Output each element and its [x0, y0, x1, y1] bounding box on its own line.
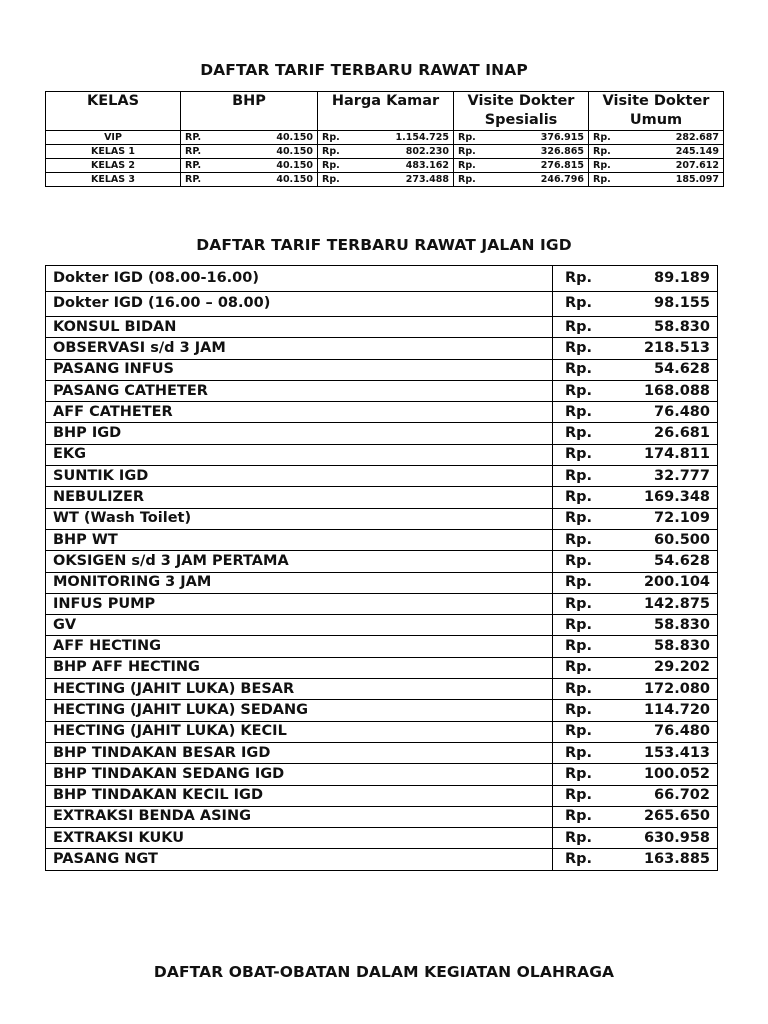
service-price-cell — [553, 551, 718, 572]
service-price-cell — [553, 359, 718, 380]
visite-spesialis-cell — [454, 159, 589, 173]
header-bhp: BHP — [181, 92, 318, 131]
kelas-cell: KELAS 3 — [46, 173, 181, 187]
service-price-cell — [553, 508, 718, 529]
service-name: Dokter IGD (08.00-16.00) — [46, 266, 553, 292]
service-name: INFUS PUMP — [46, 593, 553, 614]
currency-label: Rp. — [593, 132, 611, 143]
igd-row — [46, 636, 718, 657]
price-value: 58.830 — [654, 616, 710, 633]
currency-label: Rp. — [565, 616, 593, 633]
service-name: OKSIGEN s/d 3 JAM PERTAMA — [46, 551, 553, 572]
price-value: 169.348 — [643, 489, 710, 506]
service-name: MONITORING 3 JAM — [46, 572, 553, 593]
igd-row — [46, 466, 718, 487]
currency-label: Rp. — [322, 132, 340, 143]
service-price-cell — [553, 338, 718, 359]
price-value: 630.958 — [643, 829, 710, 846]
service-price-cell — [553, 572, 718, 593]
currency-label: Rp. — [458, 146, 476, 157]
amount-value: 273.488 — [405, 174, 449, 185]
igd-row — [46, 266, 718, 292]
visite-umum-cell — [589, 145, 724, 159]
service-name: BHP TINDAKAN KECIL IGD — [46, 785, 553, 806]
currency-label: Rp. — [565, 595, 593, 612]
service-price-cell — [553, 828, 718, 849]
igd-row — [46, 380, 718, 401]
igd-row — [46, 317, 718, 338]
service-price-cell — [553, 785, 718, 806]
service-price-cell — [553, 657, 718, 678]
bhp-cell — [181, 173, 318, 187]
igd-row — [46, 529, 718, 550]
price-value: 153.413 — [643, 744, 710, 761]
service-price-cell — [553, 317, 718, 338]
price-value: 100.052 — [643, 765, 710, 782]
currency-label: Rp. — [565, 382, 593, 399]
service-name: OBSERVASI s/d 3 JAM — [46, 338, 553, 359]
service-price-cell — [553, 529, 718, 550]
bhp-cell — [181, 131, 318, 145]
price-value: 72.109 — [654, 510, 710, 527]
visite-spesialis-cell — [454, 145, 589, 159]
currency-label: Rp. — [565, 659, 593, 676]
price-value: 142.875 — [643, 595, 710, 612]
currency-label: Rp. — [565, 829, 593, 846]
igd-row — [46, 700, 718, 721]
currency-label: Rp. — [458, 174, 476, 185]
rawat-inap-table — [45, 91, 724, 187]
currency-label: Rp. — [565, 765, 593, 782]
visite-umum-cell — [589, 159, 724, 173]
currency-label: RP. — [185, 146, 202, 157]
bhp-cell — [181, 145, 318, 159]
currency-label: Rp. — [565, 467, 593, 484]
amount-value: 483.162 — [405, 160, 449, 171]
service-price-cell — [553, 444, 718, 465]
igd-row — [46, 657, 718, 678]
visite-umum-cell — [589, 131, 724, 145]
header-visite-spesialis: Visite Dokter Spesialis — [454, 92, 589, 131]
service-name: BHP IGD — [46, 423, 553, 444]
service-name: PASANG CATHETER — [46, 380, 553, 401]
currency-label: Rp. — [565, 723, 593, 740]
amount-value: 40.150 — [276, 174, 313, 185]
service-name: PASANG INFUS — [46, 359, 553, 380]
amount-value: 1.154.725 — [395, 132, 449, 143]
rawat-inap-header-row — [46, 92, 724, 131]
service-price-cell — [553, 380, 718, 401]
igd-row — [46, 785, 718, 806]
price-value: 172.080 — [643, 680, 710, 697]
price-value: 98.155 — [654, 295, 710, 312]
header-harga-kamar: Harga Kamar — [318, 92, 454, 131]
kelas-cell: KELAS 1 — [46, 145, 181, 159]
igd-row — [46, 679, 718, 700]
service-name: Dokter IGD (16.00 – 08.00) — [46, 291, 553, 317]
service-name: BHP AFF HECTING — [46, 657, 553, 678]
service-price-cell — [553, 806, 718, 827]
currency-label: Rp. — [565, 808, 593, 825]
amount-value: 185.097 — [675, 174, 719, 185]
service-price-cell — [553, 700, 718, 721]
igd-row — [46, 423, 718, 444]
amount-value: 276.815 — [540, 160, 584, 171]
currency-label: Rp. — [565, 361, 593, 378]
currency-label: Rp. — [322, 160, 340, 171]
obat-olahraga-title: DAFTAR OBAT-OBATAN DALAM KEGIATAN OLAHRAGA — [153, 963, 615, 981]
price-value: 76.480 — [654, 403, 710, 420]
service-price-cell — [553, 593, 718, 614]
service-name: GV — [46, 615, 553, 636]
service-name: BHP TINDAKAN BESAR IGD — [46, 742, 553, 763]
service-name: EKG — [46, 444, 553, 465]
service-name: BHP WT — [46, 529, 553, 550]
service-price-cell — [553, 466, 718, 487]
amount-value: 207.612 — [675, 160, 719, 171]
currency-label: Rp. — [593, 160, 611, 171]
amount-value: 245.149 — [675, 146, 719, 157]
currency-label: Rp. — [565, 574, 593, 591]
igd-row — [46, 291, 718, 317]
price-value: 200.104 — [643, 574, 710, 591]
price-value: 26.681 — [654, 425, 710, 442]
harga-kamar-cell — [318, 131, 454, 145]
currency-label: Rp. — [593, 174, 611, 185]
igd-row — [46, 806, 718, 827]
currency-label: Rp. — [322, 174, 340, 185]
price-value: 265.650 — [643, 808, 710, 825]
service-price-cell — [553, 291, 718, 317]
kelas-cell: VIP — [46, 131, 181, 145]
currency-label: Rp. — [565, 269, 593, 286]
rawat-inap-row — [46, 145, 724, 159]
currency-label: Rp. — [565, 680, 593, 697]
price-value: 29.202 — [654, 659, 710, 676]
currency-label: RP. — [185, 174, 202, 185]
service-price-cell — [553, 721, 718, 742]
service-name: HECTING (JAHIT LUKA) SEDANG — [46, 700, 553, 721]
price-value: 60.500 — [654, 531, 710, 548]
amount-value: 40.150 — [276, 132, 313, 143]
visite-umum-cell — [589, 173, 724, 187]
amount-value: 282.687 — [675, 132, 719, 143]
price-value: 89.189 — [654, 269, 710, 286]
igd-row — [46, 742, 718, 763]
igd-row — [46, 828, 718, 849]
amount-value: 802.230 — [405, 146, 449, 157]
service-name: HECTING (JAHIT LUKA) KECIL — [46, 721, 553, 742]
igd-row — [46, 359, 718, 380]
amount-value: 40.150 — [276, 146, 313, 157]
service-name: PASANG NGT — [46, 849, 553, 870]
igd-row — [46, 402, 718, 423]
price-value: 168.088 — [643, 382, 710, 399]
kelas-cell: KELAS 2 — [46, 159, 181, 173]
price-value: 163.885 — [643, 851, 710, 868]
service-name: BHP TINDAKAN SEDANG IGD — [46, 764, 553, 785]
rawat-inap-row — [46, 159, 724, 173]
visite-spesialis-cell — [454, 173, 589, 187]
rawat-jalan-igd-table — [45, 265, 718, 871]
service-name: EXTRAKSI KUKU — [46, 828, 553, 849]
amount-value: 326.865 — [540, 146, 584, 157]
service-price-cell — [553, 742, 718, 763]
igd-row — [46, 444, 718, 465]
price-value: 66.702 — [654, 787, 710, 804]
amount-value: 40.150 — [276, 160, 313, 171]
currency-label: Rp. — [565, 744, 593, 761]
currency-label: Rp. — [565, 638, 593, 655]
igd-row — [46, 721, 718, 742]
harga-kamar-cell — [318, 159, 454, 173]
currency-label: Rp. — [565, 295, 593, 312]
service-name: KONSUL BIDAN — [46, 317, 553, 338]
service-price-cell — [553, 679, 718, 700]
service-name: HECTING (JAHIT LUKA) BESAR — [46, 679, 553, 700]
service-price-cell — [553, 615, 718, 636]
price-value: 218.513 — [643, 339, 710, 356]
price-value: 58.830 — [654, 318, 710, 335]
service-price-cell — [553, 636, 718, 657]
currency-label: Rp. — [565, 425, 593, 442]
rawat-jalan-igd-title: DAFTAR TARIF TERBARU RAWAT JALAN IGD — [196, 236, 572, 254]
amount-value: 246.796 — [540, 174, 584, 185]
service-price-cell — [553, 266, 718, 292]
price-value: 76.480 — [654, 723, 710, 740]
service-price-cell — [553, 487, 718, 508]
harga-kamar-cell — [318, 145, 454, 159]
igd-row — [46, 338, 718, 359]
service-name: SUNTIK IGD — [46, 466, 553, 487]
currency-label: Rp. — [565, 318, 593, 335]
currency-label: Rp. — [565, 552, 593, 569]
currency-label: Rp. — [593, 146, 611, 157]
currency-label: Rp. — [565, 510, 593, 527]
visite-spesialis-cell — [454, 131, 589, 145]
igd-row — [46, 764, 718, 785]
price-value: 114.720 — [643, 701, 710, 718]
service-name: WT (Wash Toilet) — [46, 508, 553, 529]
currency-label: Rp. — [565, 446, 593, 463]
price-value: 174.811 — [643, 446, 710, 463]
currency-label: Rp. — [565, 403, 593, 420]
service-name: NEBULIZER — [46, 487, 553, 508]
price-value: 54.628 — [654, 552, 710, 569]
igd-row — [46, 849, 718, 870]
currency-label: RP. — [185, 132, 202, 143]
service-name: AFF CATHETER — [46, 402, 553, 423]
service-price-cell — [553, 849, 718, 870]
service-name: EXTRAKSI BENDA ASING — [46, 806, 553, 827]
currency-label: Rp. — [565, 701, 593, 718]
rawat-inap-title: DAFTAR TARIF TERBARU RAWAT INAP — [200, 61, 528, 79]
igd-row — [46, 508, 718, 529]
igd-row — [46, 551, 718, 572]
igd-row — [46, 615, 718, 636]
currency-label: Rp. — [565, 339, 593, 356]
service-price-cell — [553, 423, 718, 444]
harga-kamar-cell — [318, 173, 454, 187]
currency-label: Rp. — [458, 132, 476, 143]
igd-row — [46, 572, 718, 593]
price-value: 32.777 — [654, 467, 710, 484]
igd-row — [46, 487, 718, 508]
service-price-cell — [553, 402, 718, 423]
rawat-inap-row — [46, 173, 724, 187]
header-visite-umum: Visite Dokter Umum — [589, 92, 724, 131]
currency-label: RP. — [185, 160, 202, 171]
bhp-cell — [181, 159, 318, 173]
currency-label: Rp. — [565, 531, 593, 548]
currency-label: Rp. — [565, 851, 593, 868]
rawat-inap-row — [46, 131, 724, 145]
currency-label: Rp. — [458, 160, 476, 171]
service-price-cell — [553, 764, 718, 785]
currency-label: Rp. — [322, 146, 340, 157]
price-value: 58.830 — [654, 638, 710, 655]
price-value: 54.628 — [654, 361, 710, 378]
igd-row — [46, 593, 718, 614]
currency-label: Rp. — [565, 787, 593, 804]
service-name: AFF HECTING — [46, 636, 553, 657]
header-kelas: KELAS — [46, 92, 181, 131]
currency-label: Rp. — [565, 489, 593, 506]
amount-value: 376.915 — [540, 132, 584, 143]
